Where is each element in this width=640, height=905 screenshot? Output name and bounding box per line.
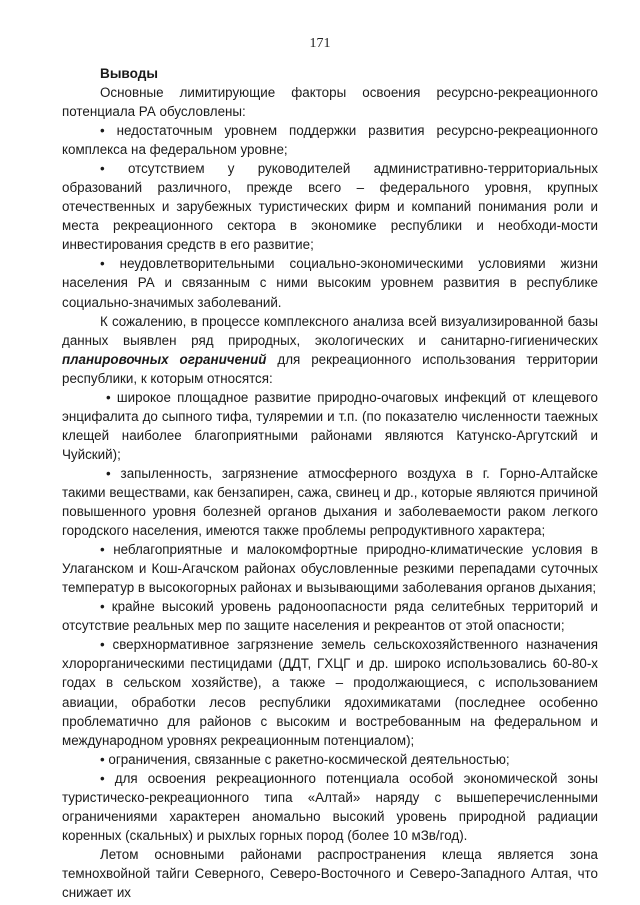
paragraph-intro: Основные лимитирующие факторы освоения ресурсно-рекреационного потенциала РА обусловлены: — [62, 85, 598, 120]
paragraph-planning-limits — [62, 312, 598, 388]
bullet-item-climate: • неблагоприятные и малокомфортные природно-климатические условия в Улаганском и Кош-Агачском районах обусловленные резкими перепадами суточных температур в высокогорных районах и вызывающими заболевания органов дыхания; — [62, 542, 598, 596]
bullet-item-living-conditions: • неудовлетворительными социально-экономическими условиями жизни населения РА и связанным с ними высоким уровнем развития в республике социально-значимых заболеваний. — [62, 256, 598, 310]
paragraph-ticks-summer: Летом основными районами распространения клеща является зона темнохвойной тайги Северного, Северо-Восточного и Северо-Западного Алтая, что снижает их — [62, 846, 598, 900]
bullet-item-radiation: • для освоения рекреационного потенциала особой экономической зоны туристическо-рекреационного типа «Алтай» наряду с вышеперечисленными ограничениями характерен аномально высокий уровень природной радиации коренных (скальных) и рыхлых горных пород (более 10 мЗв/год). — [62, 770, 598, 843]
section-heading: Выводы — [100, 66, 158, 81]
bullet-item-infections: • широкое площадное развитие природно-очаговых инфекций от клещевого энцифалита до сыпного тифа, туляремии и т.п. (по показателю численности таежных клещей наиболее благоприятными районами являются Катунско-Аргутский и Чуйский); — [62, 389, 598, 462]
bullet-item-pesticides: • сверхнормативное загрязнение земель сельскохозяйственного назначения хлорорганическими пестицидами (ДДТ, ГХЦГ и др. широко использовались 60-80-х годах в сельском хозяйстве), а также – продолжающиеся, с использованием авиации, обработки лесов республики ядохимикатами (последнее особенно проблематично для районов с высоким и востребованным на федеральном и международном уровнях рекреационным потенциалом); — [62, 637, 598, 748]
bullet-item-rocket-space: • ограничения, связанные с ракетно-космической деятельностью; — [100, 751, 510, 767]
bullet-item-understanding: • отсутствием у руководителей административно-территориальных образований различного, прежде всего – федерального уровня, крупных отечественных и зарубежных туристических фирм и компаний понимания роли и места рекреационного сектора в экономике республики и необходи-мости инвестирования средств в его развитие; — [62, 161, 598, 253]
bullet-item-radon: • крайне высокий уровень радоноопасности ряда селитебных территорий и отсутствие реальных мер по защите населения и рекреантов от этой опасности; — [62, 599, 598, 634]
planning-text-end: для рекреационного использования территории республики, к которым относятся: — [62, 351, 598, 386]
document-body — [62, 64, 598, 902]
planning-text-start: К сожалению, в процессе комплексного анализа всей визуализированной базы данных выявлен ряд природных, экологических и санитарно-гигиенических — [62, 313, 598, 348]
page-number: 171 — [309, 36, 331, 51]
emphasis-planning-restrictions: планировочных ограничений — [62, 351, 267, 367]
bullet-item-federal-support: • недостаточным уровнем поддержки развития ресурсно-рекреационного комплекса на федеральном уровне; — [62, 123, 598, 158]
bullet-item-air-pollution: • запыленность, загрязнение атмосферного воздуха в г. Горно-Алтайске такими веществами, как бензапирен, сажа, свинец и др., которые являются причиной повышенного уровня болезней органов дыхания и заболеваемости раком легкого городского населения, имеются также проблемы репродуктивного характера; — [62, 465, 598, 539]
